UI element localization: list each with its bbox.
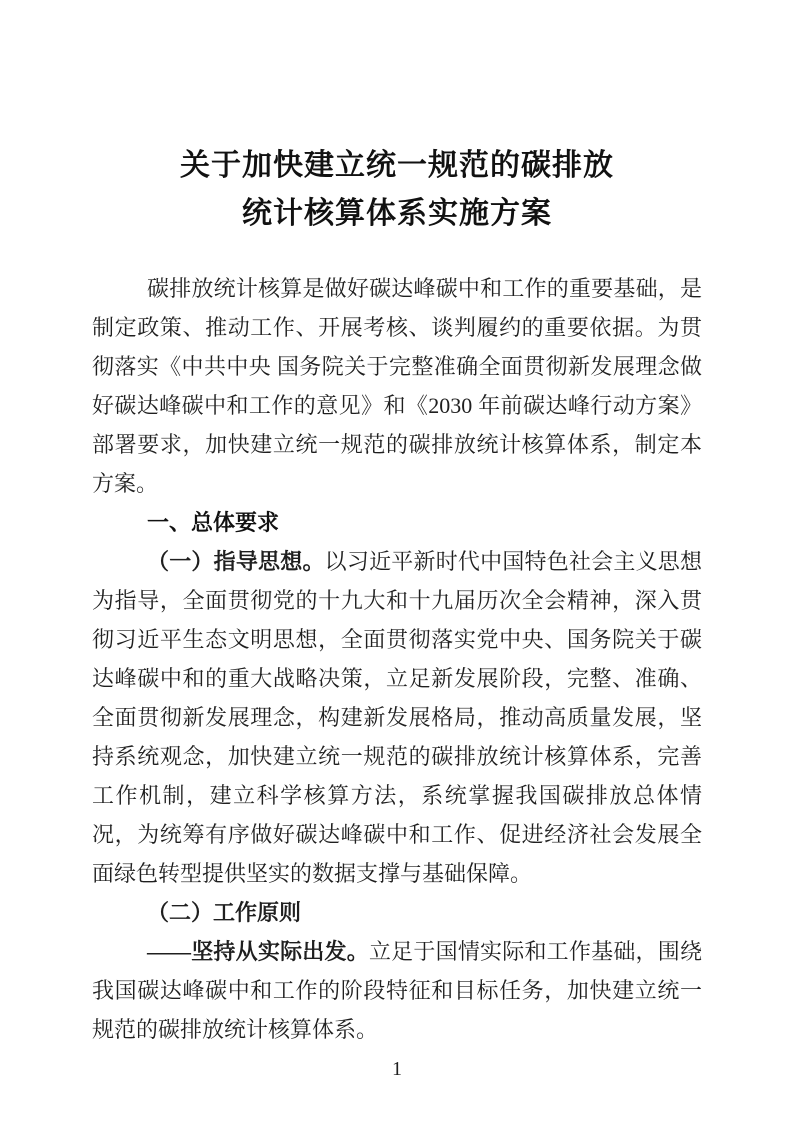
- document-body: [92, 269, 702, 1049]
- title-line-2: 统计核算体系实施方案: [242, 197, 552, 230]
- paragraph: [92, 542, 702, 893]
- document-title: [92, 142, 702, 238]
- section-heading: [92, 503, 702, 542]
- emphasis-text-run: （一）指导思想。: [147, 549, 325, 574]
- text-run: 碳排放统计核算是做好碳达峰碳中和工作的重要基础，是制定政策、推动工作、开展考核、谈判履约的重要依据。为贯彻落实《中共中央 国务院关于完整准确全面贯彻新发展理念做好碳达峰碳中和工作的意见》和《2030 年前碳达峰行动方案》部署要求，加快建立统一规范的碳排放统计核算体系，制定本方案。: [92, 276, 702, 496]
- text-run: 以习近平新时代中国特色社会主义思想为指导，全面贯彻党的十九大和十九届历次全会精神，深入贯彻习近平生态文明思想，全面贯彻落实党中央、国务院关于碳达峰碳中和的重大战略决策，立足新发展阶段，完整、准确、全面贯彻新发展理念，构建新发展格局，推动高质量发展，坚持系统观念，加快建立统一规范的碳排放统计核算体系，完善工作机制，建立科学核算方法，系统掌握我国碳排放总体情况，为统筹有序做好碳达峰碳中和工作、促进经济社会发展全面绿色转型提供坚实的数据支撑与基础保障。: [92, 549, 702, 886]
- page-footer: [92, 1058, 702, 1081]
- title-line-1: 关于加快建立统一规范的碳排放: [180, 149, 614, 182]
- paragraph: [92, 269, 702, 503]
- text-run: 立足于国情实际和工作基础，围绕我国碳达峰碳中和工作的阶段特征和目标任务，加快建立统一规范的碳排放统计核算体系。: [92, 939, 702, 1042]
- emphasis-text-run: ——坚持从实际出发。: [147, 939, 369, 964]
- paragraph: [92, 932, 702, 1049]
- sub-heading: [92, 893, 702, 932]
- emphasis-text-run: （二）工作原则: [147, 900, 302, 925]
- emphasis-text-run: 一、总体要求: [147, 510, 280, 535]
- page-number: 1: [392, 1058, 402, 1080]
